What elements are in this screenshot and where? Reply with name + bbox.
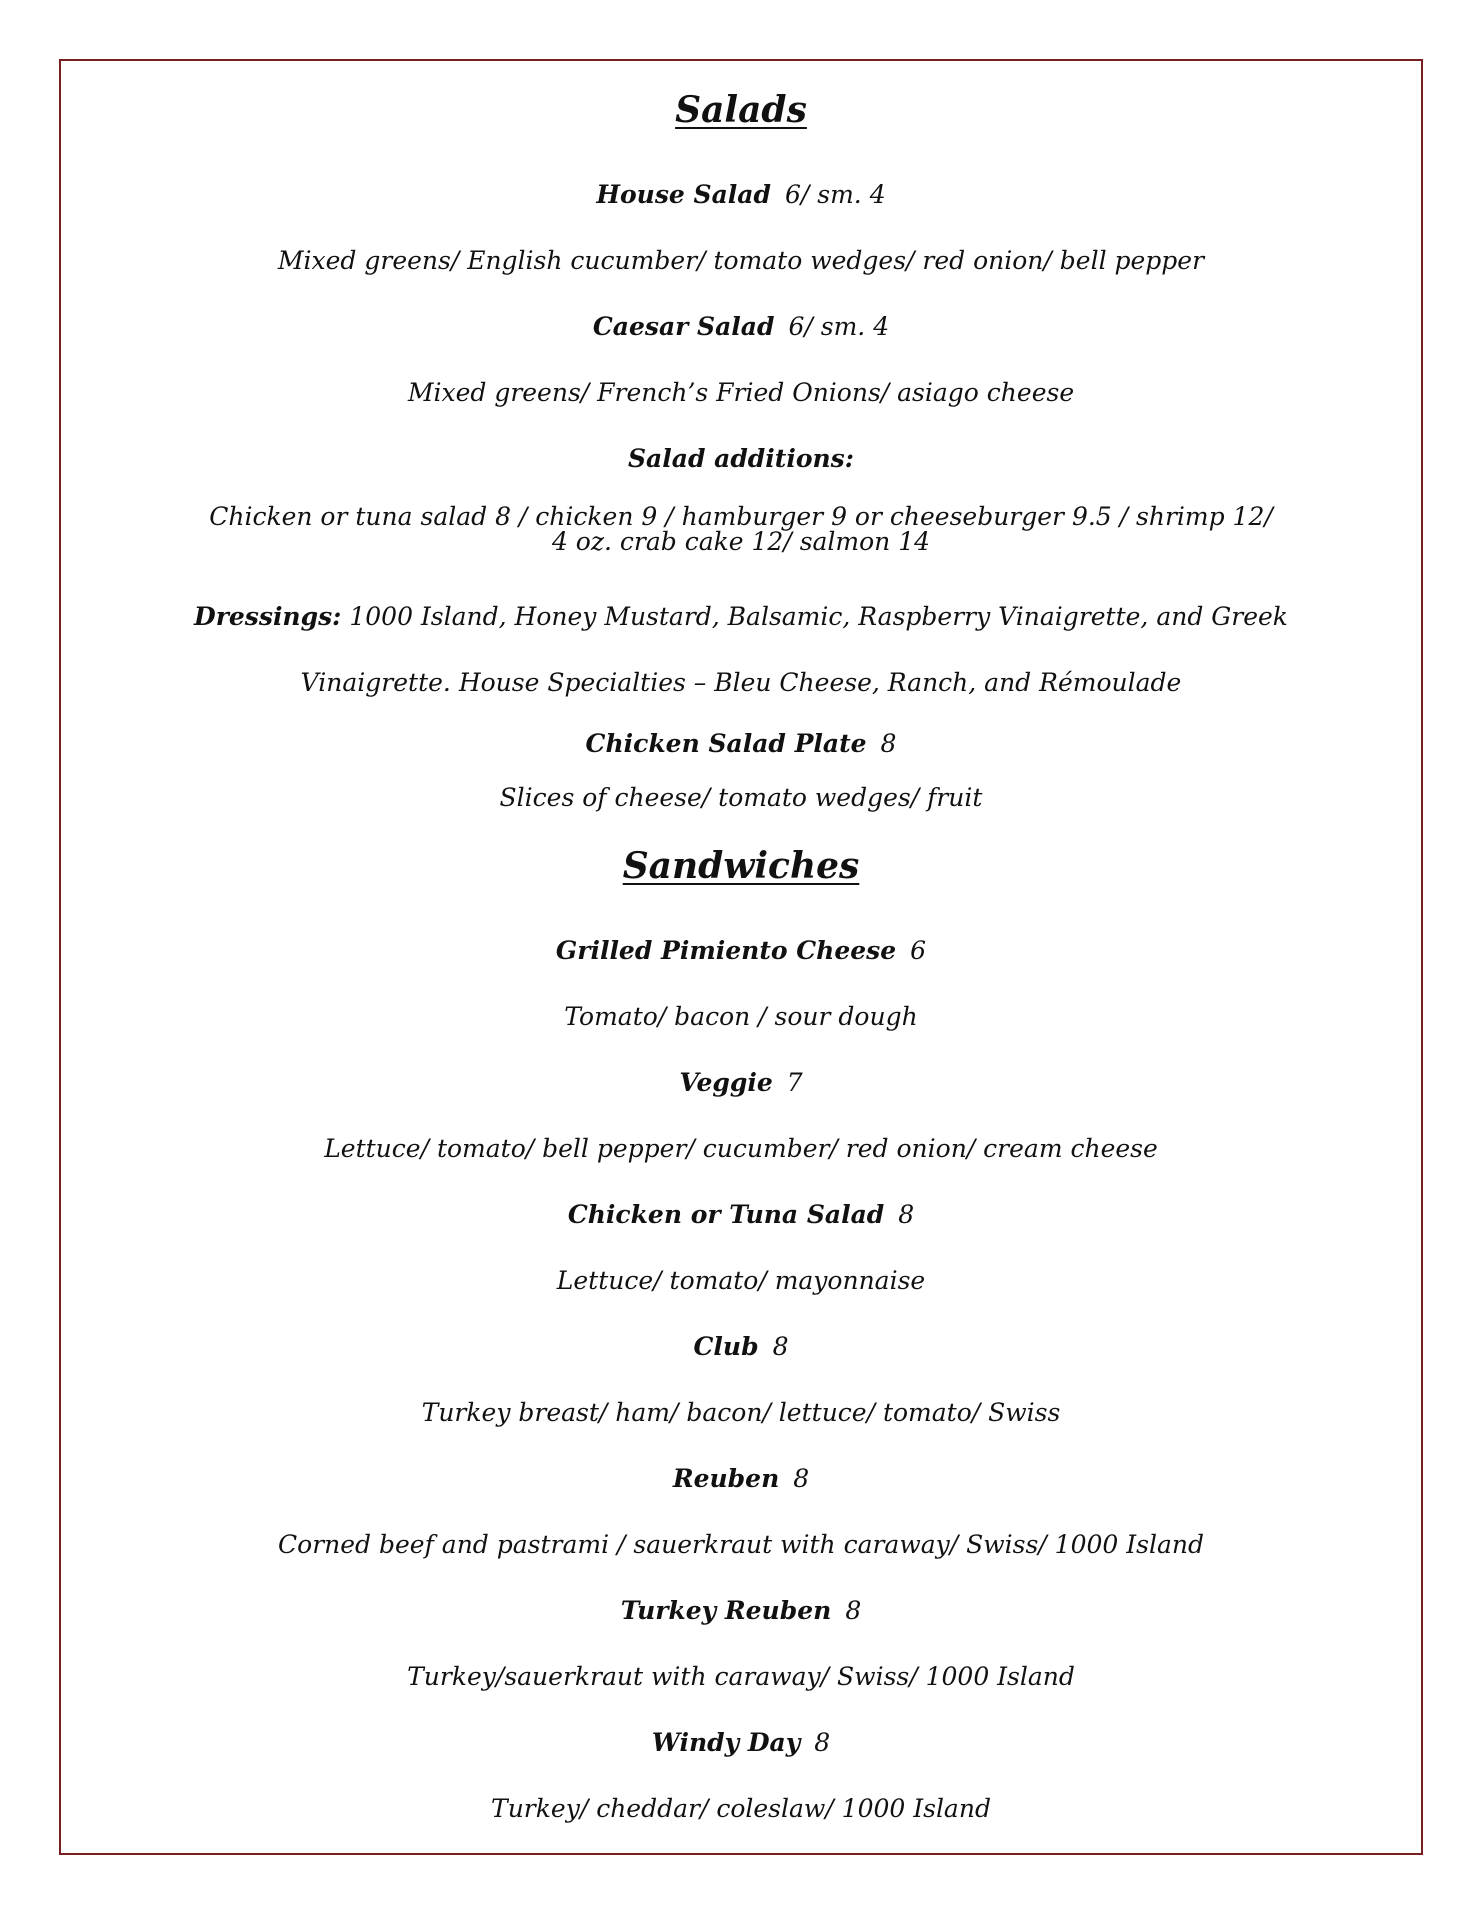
menu-item-veggie — [59, 1070, 1423, 1095]
item-name: Veggie — [679, 1068, 773, 1097]
item-price: 8 — [772, 1332, 789, 1361]
salad-additions-line-1: Chicken or tuna salad 8 / chicken 9 / hamburger 9 or cheeseburger 9.5 / shrimp 12/ — [209, 502, 1273, 531]
menu-item-house-salad — [59, 182, 1423, 207]
item-description: Turkey breast/ ham/ bacon/ lettuce/ tomato/ Swiss — [421, 1398, 1061, 1427]
item-description: Lettuce/ tomato/ mayonnaise — [556, 1266, 926, 1295]
menu-item-turkey-reuben — [59, 1598, 1423, 1623]
menu-item-caesar-salad — [59, 314, 1423, 339]
menu-item-club — [59, 1334, 1423, 1359]
item-description: Tomato/ bacon / sour dough — [564, 1002, 918, 1031]
menu-item-reuben — [59, 1466, 1423, 1491]
item-description: Mixed greens/ French’s Fried Onions/ asiago cheese — [407, 378, 1075, 407]
item-price: 8 — [880, 729, 897, 758]
sandwiches-heading: Sandwiches — [622, 845, 860, 887]
salad-additions-label: Salad additions: — [628, 444, 854, 473]
item-price: 8 — [898, 1200, 915, 1229]
salads-heading: Salads — [675, 89, 807, 131]
item-name: Turkey Reuben — [620, 1596, 832, 1625]
item-price: 8 — [793, 1464, 810, 1493]
dressings-line-2: Vinaigrette. House Specialties – Bleu Cheese, Ranch, and Rémoulade — [300, 668, 1182, 697]
item-description: Lettuce/ tomato/ bell pepper/ cucumber/ red onion/ cream cheese — [324, 1134, 1158, 1163]
item-description: Turkey/sauerkraut with caraway/ Swiss/ 1000 Island — [407, 1662, 1075, 1691]
item-price: 7 — [786, 1068, 803, 1097]
item-name: Club — [693, 1332, 759, 1361]
menu-item-chicken-or-tuna-salad — [59, 1202, 1423, 1227]
menu-item-chicken-salad-plate — [59, 731, 1423, 756]
item-name: House Salad — [596, 180, 771, 209]
item-price: 6/ sm. 4 — [784, 180, 886, 209]
item-name: Chicken or Tuna Salad — [567, 1200, 885, 1229]
item-name: Caesar Salad — [592, 312, 775, 341]
menu-item-windy-day — [59, 1730, 1423, 1755]
item-description: Slices of cheese/ tomato wedges/ fruit — [499, 783, 983, 812]
item-name: Grilled Pimiento Cheese — [555, 936, 897, 965]
salad-additions-line-2: 4 oz. crab cake 12/ salmon 14 — [551, 527, 931, 556]
item-description: Turkey/ cheddar/ coleslaw/ 1000 Island — [491, 1794, 991, 1823]
menu-item-grilled-pimiento-cheese — [59, 938, 1423, 963]
item-price: 8 — [814, 1728, 831, 1757]
dressings-text: 1000 Island, Honey Mustard, Balsamic, Raspberry Vinaigrette, and Greek — [341, 602, 1288, 631]
item-name: Chicken Salad Plate — [585, 729, 867, 758]
item-description: Mixed greens/ English cucumber/ tomato wedges/ red onion/ bell pepper — [277, 246, 1205, 275]
dressings-label: Dressings: — [194, 602, 342, 631]
item-name: Windy Day — [651, 1728, 801, 1757]
item-name: Reuben — [672, 1464, 780, 1493]
item-price: 6 — [910, 936, 927, 965]
item-description: Corned beef and pastrami / sauerkraut with caraway/ Swiss/ 1000 Island — [278, 1530, 1204, 1559]
item-price: 8 — [845, 1596, 862, 1625]
item-price: 6/ sm. 4 — [788, 312, 890, 341]
dressings-line-1 — [59, 604, 1423, 629]
